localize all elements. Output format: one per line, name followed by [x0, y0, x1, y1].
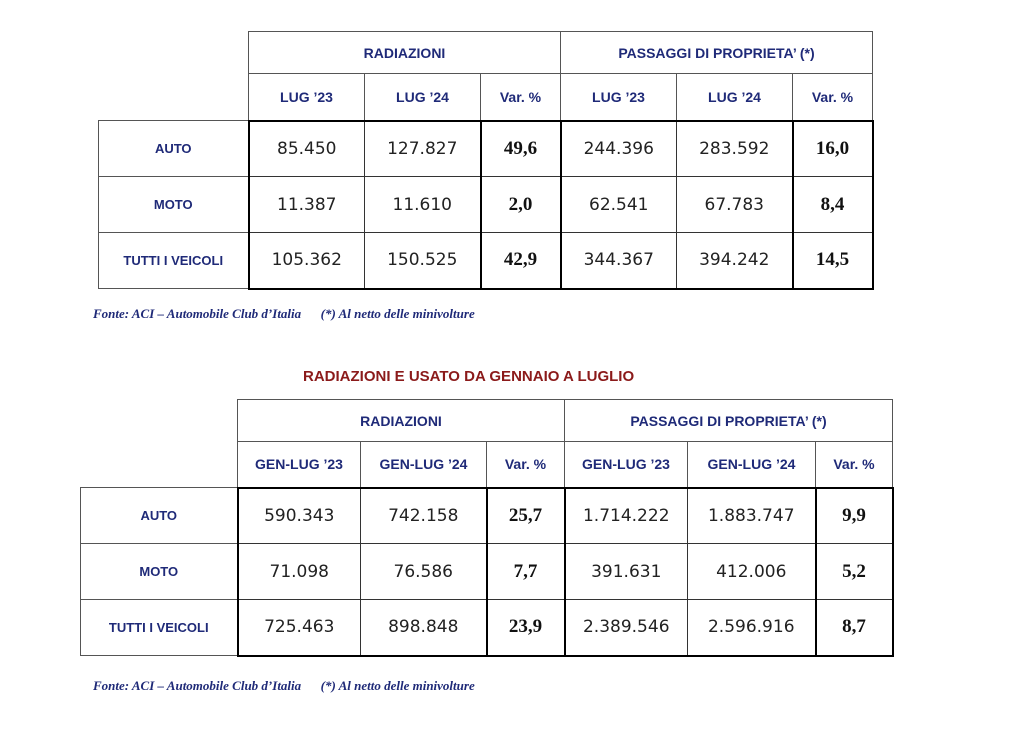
corner-blank — [81, 442, 238, 488]
column-header: LUG ’24 — [677, 74, 793, 121]
table-cell: 898.848 — [361, 600, 487, 656]
table-lug-grid — [98, 31, 874, 290]
table-row — [81, 488, 893, 544]
column-header: GEN-LUG ’23 — [238, 442, 361, 488]
table-cell: 105.362 — [249, 233, 365, 289]
table-cell: 5,2 — [816, 544, 893, 600]
table-cell: 742.158 — [361, 488, 487, 544]
column-header: Var. % — [816, 442, 893, 488]
table-cell: 71.098 — [238, 544, 361, 600]
table-cell: 7,7 — [487, 544, 565, 600]
table-cell: 14,5 — [793, 233, 873, 289]
table-row — [99, 177, 873, 233]
source-note: Fonte: ACI – Automobile Club d’Italia (*) Al netto delle minivolture — [93, 306, 475, 321]
table-cell: 412.006 — [688, 544, 816, 600]
table-cell: 62.541 — [561, 177, 677, 233]
corner-blank — [99, 32, 249, 74]
table-gen-lug-grid — [80, 399, 894, 657]
table-cell: 8,7 — [816, 600, 893, 656]
column-header: LUG ’23 — [249, 74, 365, 121]
table-cell: 67.783 — [677, 177, 793, 233]
group-header-radiazioni: RADIAZIONI — [249, 32, 561, 74]
table-cell: 1.714.222 — [565, 488, 688, 544]
table-cell: 8,4 — [793, 177, 873, 233]
table-gen-lug — [80, 399, 894, 657]
group-header-passaggi: PASSAGGI DI PROPRIETA’ (*) — [561, 32, 873, 74]
group-header-radiazioni: RADIAZIONI — [238, 400, 565, 442]
table-cell: 391.631 — [565, 544, 688, 600]
column-header: LUG ’24 — [365, 74, 481, 121]
column-header: GEN-LUG ’24 — [688, 442, 816, 488]
table-cell: 1.883.747 — [688, 488, 816, 544]
column-header: Var. % — [481, 74, 561, 121]
table-cell: 283.592 — [677, 121, 793, 177]
column-header: LUG ’23 — [561, 74, 677, 121]
corner-blank — [81, 400, 238, 442]
table-cell: 85.450 — [249, 121, 365, 177]
table-cell: 394.242 — [677, 233, 793, 289]
table-cell: 42,9 — [481, 233, 561, 289]
section-title: RADIAZIONI E USATO DA GENNAIO A LUGLIO — [303, 368, 635, 385]
table-cell: 344.367 — [561, 233, 677, 289]
table-cell: 16,0 — [793, 121, 873, 177]
table-cell: 127.827 — [365, 121, 481, 177]
table-cell: 49,6 — [481, 121, 561, 177]
table-row — [99, 233, 873, 289]
column-header: Var. % — [793, 74, 873, 121]
table-cell: 25,7 — [487, 488, 565, 544]
table-row — [81, 544, 893, 600]
group-header-passaggi: PASSAGGI DI PROPRIETA’ (*) — [565, 400, 893, 442]
row-label: TUTTI I VEICOLI — [81, 600, 238, 656]
table-cell: 725.463 — [238, 600, 361, 656]
table-cell: 9,9 — [816, 488, 893, 544]
row-label: MOTO — [81, 544, 238, 600]
table-cell: 11.387 — [249, 177, 365, 233]
table-row — [99, 121, 873, 177]
row-label: MOTO — [99, 177, 249, 233]
table-cell: 150.525 — [365, 233, 481, 289]
table-lug — [98, 31, 874, 290]
row-label: AUTO — [99, 121, 249, 177]
table-cell: 2.596.916 — [688, 600, 816, 656]
table-row — [81, 600, 893, 656]
column-header: GEN-LUG ’23 — [565, 442, 688, 488]
column-header: GEN-LUG ’24 — [361, 442, 487, 488]
table-cell: 11.610 — [365, 177, 481, 233]
table-cell: 244.396 — [561, 121, 677, 177]
table-cell: 23,9 — [487, 600, 565, 656]
table-cell: 2.389.546 — [565, 600, 688, 656]
corner-blank — [99, 74, 249, 121]
table-cell: 590.343 — [238, 488, 361, 544]
table-cell: 76.586 — [361, 544, 487, 600]
table-cell: 2,0 — [481, 177, 561, 233]
source-note: Fonte: ACI – Automobile Club d’Italia (*) Al netto delle minivolture — [93, 678, 475, 693]
row-label: TUTTI I VEICOLI — [99, 233, 249, 289]
column-header: Var. % — [487, 442, 565, 488]
row-label: AUTO — [81, 488, 238, 544]
